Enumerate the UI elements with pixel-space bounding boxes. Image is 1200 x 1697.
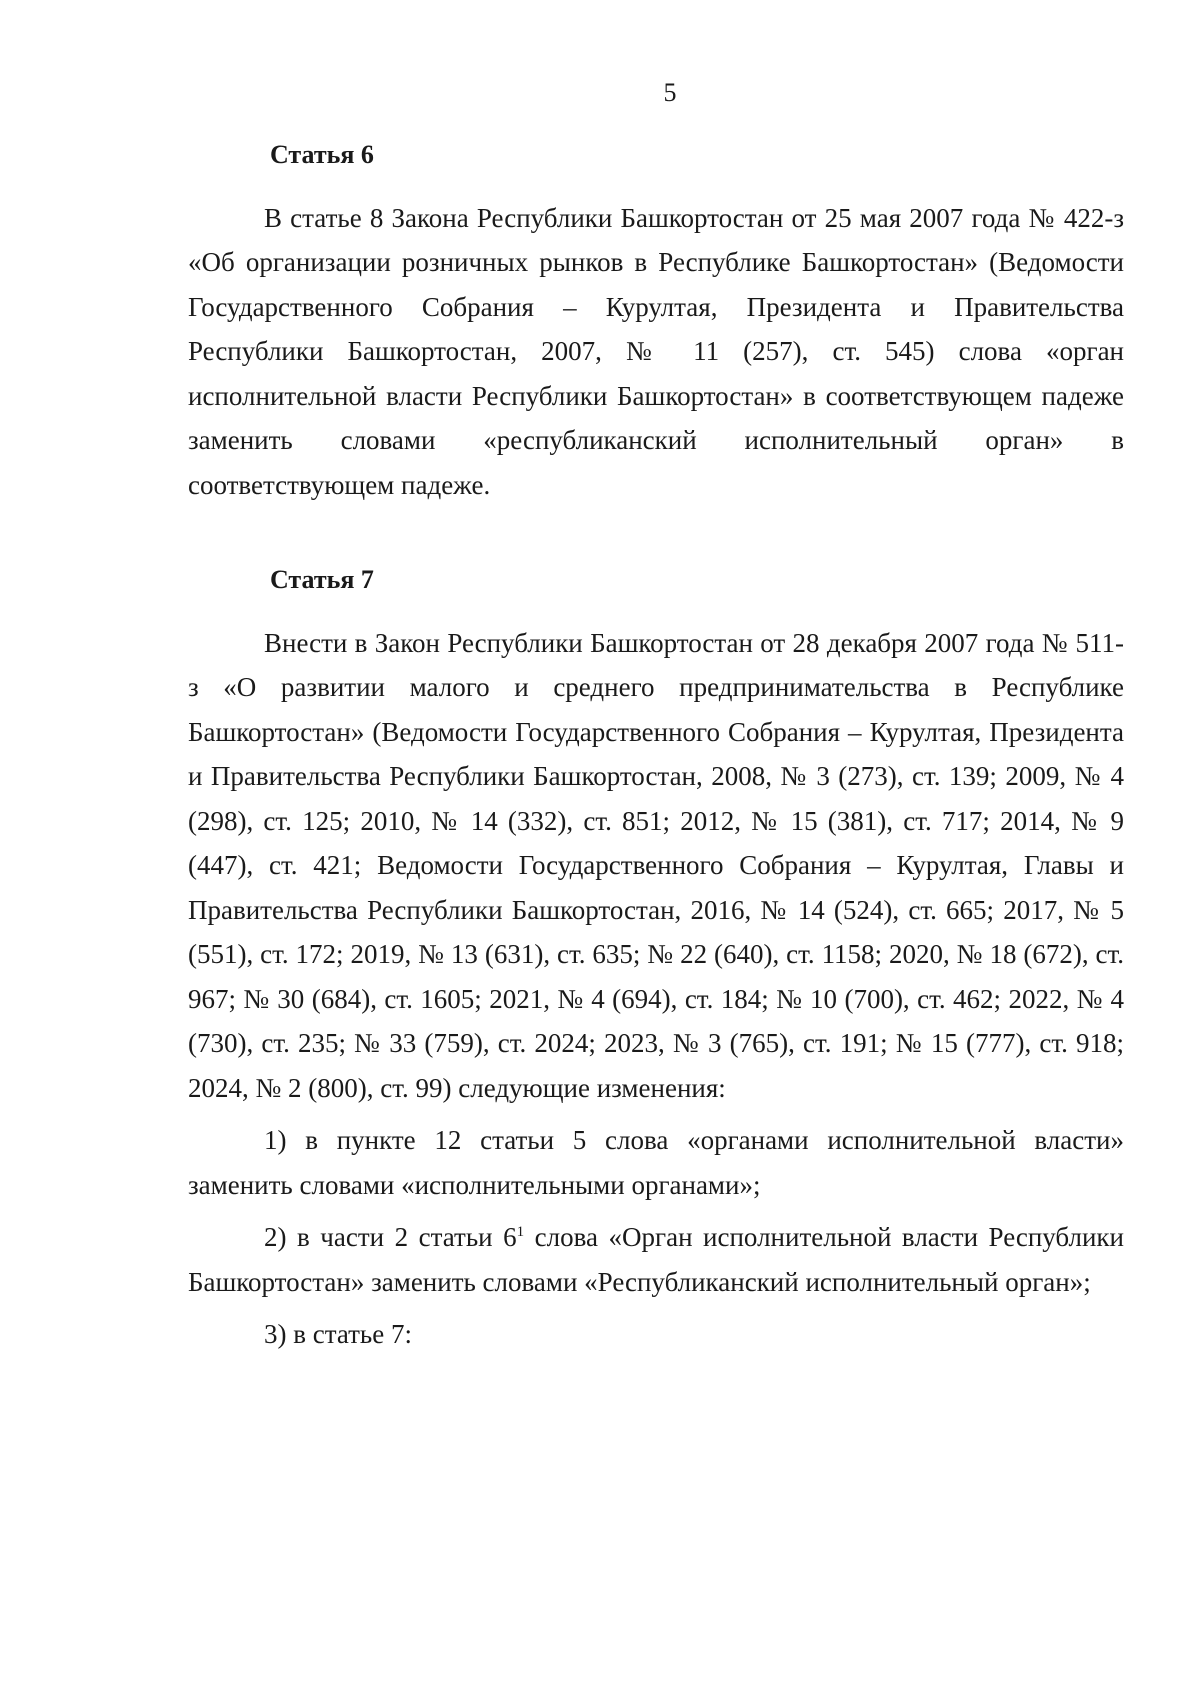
superscript-index: 1	[516, 1224, 525, 1240]
page-number: 5	[663, 78, 677, 107]
list-item-2	[188, 1215, 1124, 1304]
article-paragraph: Внести в Закон Республики Башкортостан от 28 декабря 2007 года № 511-з «О развитии малого и среднего предпринимательства в Республике Башкортостан» (Ведомости Государственного Собрания – Курултая, Президента и Правительства Республики Башкортостан, 2008, № 3 (273), ст. 139; 2009, № 4 (298), ст. 125; 2010, № 14 (332), ст. 851; 2012, № 15 (381), ст. 717; 2014, № 9 (447), ст. 421; Ведомости Государственного Собрания – Курултая, Главы и Правительства Республики Башкортостан, 2016, № 14 (524), ст. 665; 2017, № 5 (551), ст. 172; 2019, № 13 (631), ст. 635; № 22 (640), ст. 1158; 2020, № 18 (672), ст. 967; № 30 (684), ст. 1605; 2021, № 4 (694), ст. 184; № 10 (700), ст. 462; 2022, № 4 (730), ст. 235; № 33 (759), ст. 2024; 2023, № 3 (765), ст. 191; № 15 (777), ст. 918; 2024, № 2 (800), ст. 99) следующие изменения:	[188, 627, 1124, 1103]
list-item-2-end: слова «Орган исполнительной власти Республики Башкортостан» заменить словами «Республиканский исполнительный орган»;	[188, 1222, 1124, 1297]
article-heading: Статья 6	[270, 140, 374, 169]
article-heading: Статья 7	[270, 565, 374, 594]
article-6	[188, 133, 1124, 507]
list-item-1: 1) в пункте 12 статьи 5 слова «органами исполнительной власти» заменить словами «исполнительными органами»;	[188, 1125, 1124, 1200]
list-item-3: 3) в статье 7:	[264, 1319, 412, 1349]
list-item-2-start: 2) в части 2 статьи 6	[264, 1222, 517, 1252]
article-paragraph: В статье 8 Закона Республики Башкортостан от 25 мая 2007 года № 422-з «Об организации розничных рынков в Республике Башкортостан» (Ведомости Государственного Собрания – Курултая, Президента и Правительства Республики Башкортостан, 2007, № 11 (257), ст. 545) слова «орган исполнительной власти Республики Башкортостан» в соответствующем падеже заменить словами «республиканский исполнительный орган» в соответствующем падеже.	[188, 202, 1124, 500]
article-7	[188, 558, 1124, 1357]
